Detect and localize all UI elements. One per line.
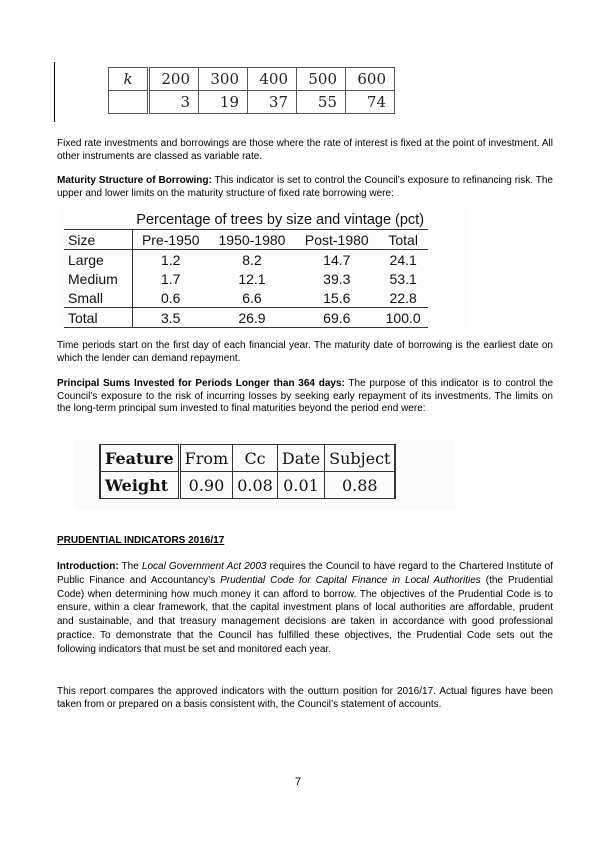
table-cell: 39.3 [323,270,351,287]
table-cell: 15.6 [323,289,351,306]
table-cell: 14.7 [323,251,351,268]
table-cell: 6.6 [242,289,262,306]
table-cell: 0.90 [179,472,233,499]
table-title-row [64,210,428,230]
page-number: 7 [294,776,302,788]
maturity-text: This indicator is set to control the Council’s exposure to refinancing risk. The upper and lower limits on the maturity structure of fixed rate borrowing were: [57,175,553,199]
table-cell: 26.9 [209,308,296,328]
table-cell: 3 [149,91,199,114]
margin-rule [54,62,55,122]
column-header: 1950-1980 [209,230,296,250]
introduction-paragraph: Introduction: The Local Government Act 2003 requires the Council to have regard to the Chartered Institute of Public Finance and Accountancy’s Prudential Code for Capital Finance in Local Authorities (the Prudential Code) when determining how much money it can afford to borrow. The objectives of the Prudential Code is to ensure, within a clear framework, that the capital investment plans of local authorities are affordable, prudent and sustainable, and that treasury management decisions are taken in accordance with good professional practice. To demonstrate that the Council has fulfilled these objectives, the Prudential Code sets out the following indicators that must be set and monitored each year. [57,561,553,655]
code-title: Prudential Code for Capital Finance in Local Authorities [220,574,481,586]
table-cell: 1.2 [161,251,181,268]
report-paragraph: This report compares the approved indicators with the outturn position for 2016/17. Actual figures have been taken from or prepared on a basis consistent with, the Council’s statement of accounts. [57,686,553,710]
table-cell: 200 [149,68,199,91]
table-cell: 600 [346,68,395,91]
table-cell: Feature [100,445,179,472]
k-table [108,67,395,114]
table-row [64,288,428,308]
table-row [100,445,395,472]
table-cell: 0.88 [325,472,396,499]
principal-paragraph [57,378,553,416]
trees-table [64,210,428,328]
table-row [100,472,395,499]
table-cell: 69.6 [295,308,378,328]
act-title: Local Government Act 2003 [141,561,267,572]
table-cell: 22.8 [389,289,417,306]
maturity-paragraph [57,175,553,200]
table-cell: 1.7 [161,270,181,287]
intro-heading: Introduction: [57,561,119,572]
table-cell: 12.1 [238,270,266,287]
table-cell: 19 [199,91,248,114]
table-cell: Medium [64,269,132,288]
table-row [64,269,428,288]
table-cell: Total [64,308,132,328]
column-header: Total [378,230,428,250]
table-cell: 8.2 [242,251,262,268]
table-cell: 53.1 [389,270,417,287]
principal-heading: Principal Sums Invested for Periods Longer than 364 days: [57,378,345,389]
table-cell [109,91,149,114]
fixed-rate-paragraph: Fixed rate investments and borrowings are those where the rate of interest is fixed at the point of investment. All other instruments are classed as variable rate. [57,138,553,162]
table-row [64,308,428,328]
table-cell: 300 [199,68,248,91]
table-cell: 37 [248,91,297,114]
table-cell: k [109,68,149,91]
table-cell: Weight [100,472,179,499]
table-cell: Date [277,445,324,472]
principal-text: The purpose of this indicator is to control the Council’s exposure to the risk of incurring losses by seeking early repayment of its investments. The limits on the long-term principal sum invested to final maturities beyond the period end were: [57,378,554,415]
table-cell: Cc [233,445,278,472]
table-cell: 3.5 [132,308,208,328]
section-heading: PRUDENTIAL INDICATORS 2016/17 [57,535,225,546]
table-cell: Subject [325,445,396,472]
time-periods-paragraph: Time periods start on the first day of each financial year. The maturity date of borrowing is the earliest date on which the lender can demand repayment. [57,340,553,364]
table-cell: 55 [297,91,346,114]
table-cell: 0.08 [233,472,278,499]
maturity-heading: Maturity Structure of Borrowing: [57,175,212,186]
table-row [109,68,395,91]
table-title: Percentage of trees by size and vintage (pct) [136,211,425,228]
table-cell: 0.01 [277,472,324,499]
table-cell: 24.1 [389,251,417,268]
trees-table-image [58,208,470,330]
table-cell: 500 [297,68,346,91]
table-cell: 400 [248,68,297,91]
table-header-row [64,230,428,250]
table-row [109,91,395,114]
table-cell: From [179,445,233,472]
feature-table [99,444,396,499]
table-cell: 0.6 [161,289,181,306]
column-header: Size [64,230,132,250]
column-header: Pre-1950 [132,230,208,250]
feature-table-image [75,440,455,510]
table-cell: 100.0 [378,308,428,328]
table-cell: Large [64,250,132,270]
table-cell: 74 [346,91,395,114]
column-header: Post-1980 [295,230,378,250]
table-cell: Small [64,288,132,308]
table-row [64,250,428,270]
